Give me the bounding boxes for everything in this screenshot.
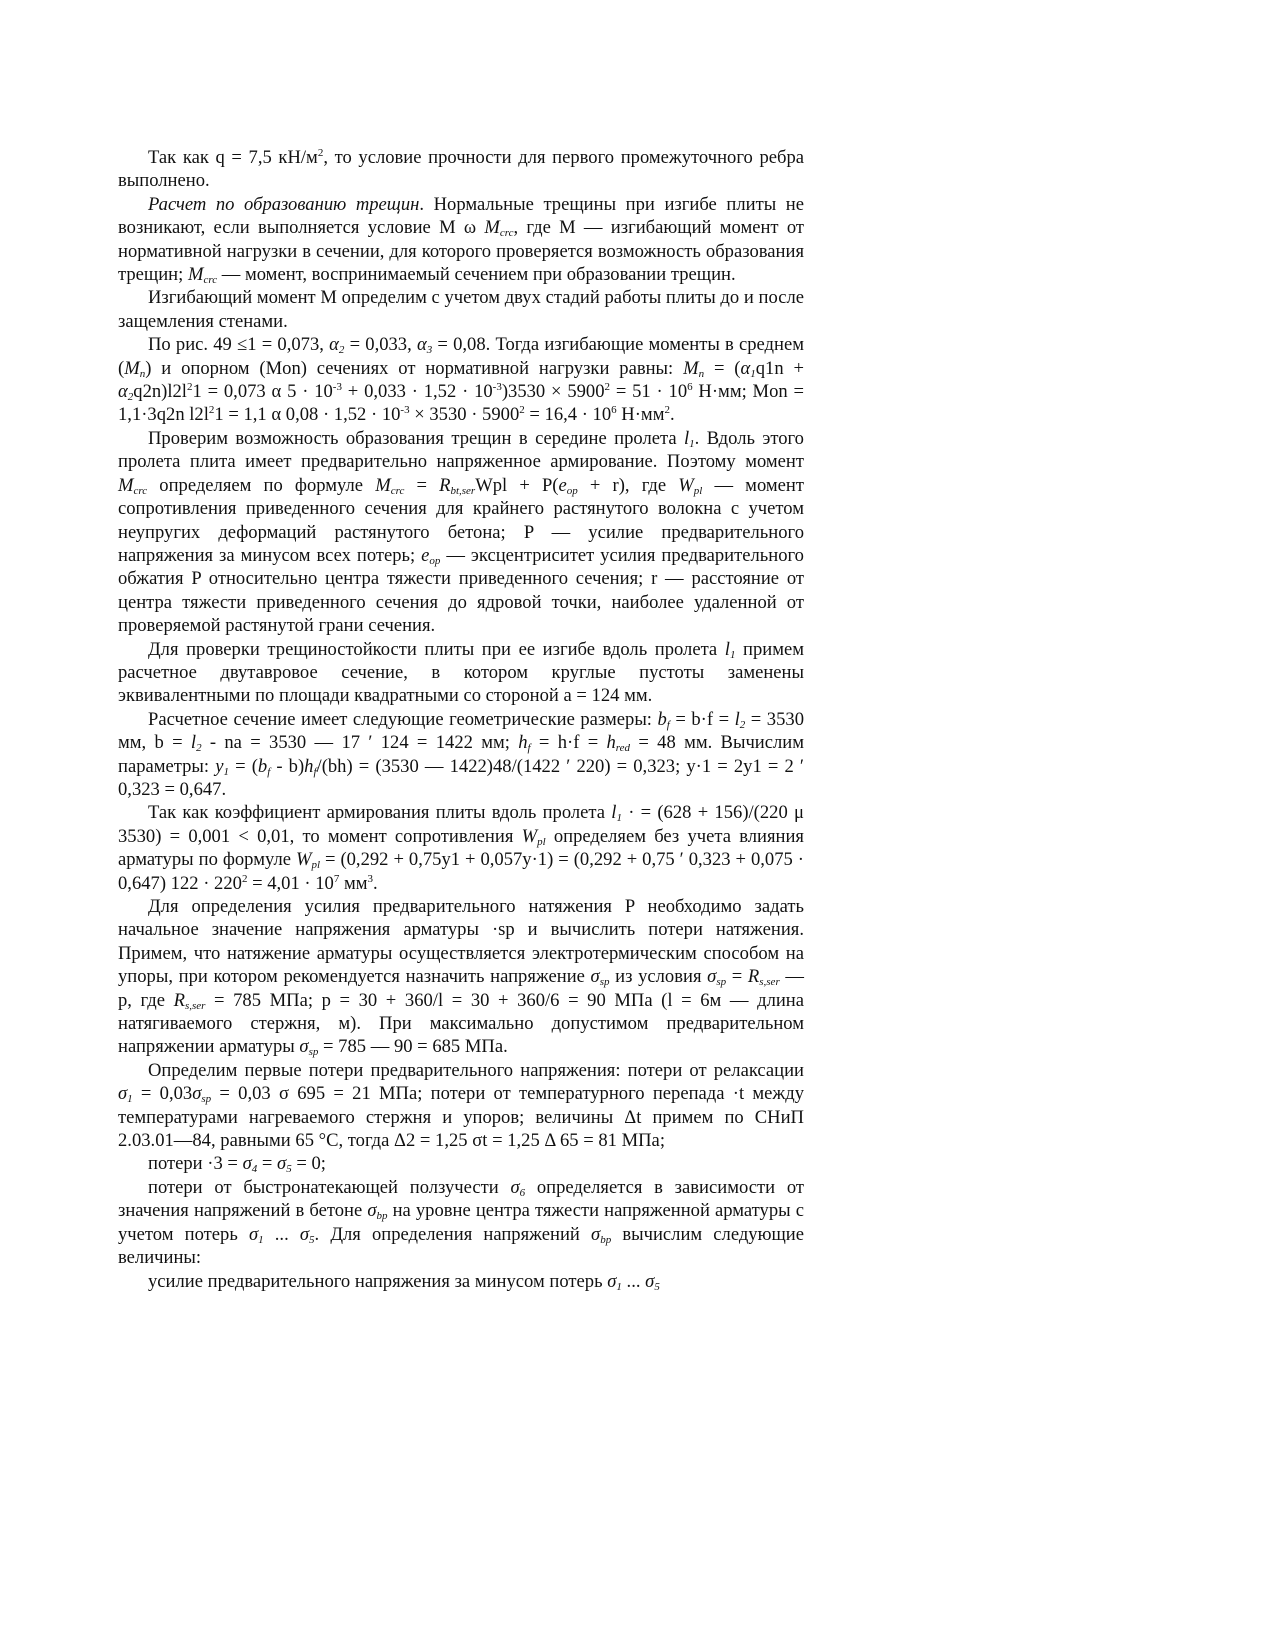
math-fragment: α [740, 357, 751, 379]
math-fragment: α [118, 381, 128, 403]
math-fragment: σ [590, 966, 600, 988]
math-fragment: l [734, 708, 740, 730]
math-fragment: σ [248, 1223, 259, 1245]
math-fragment: M [118, 474, 134, 496]
math-fragment: 1 [616, 1280, 622, 1293]
math-fragment: pl [693, 484, 703, 497]
math-fragment: 2 [241, 872, 248, 885]
math-fragment: crc [499, 227, 514, 240]
math-fragment: 2 [127, 391, 134, 404]
math-fragment: σ [591, 1223, 601, 1245]
math-fragment: f [267, 765, 271, 778]
math-fragment: 1 [223, 765, 229, 778]
math-fragment: 2 [519, 404, 525, 417]
math-fragment: bp [600, 1233, 612, 1246]
paragraph-9: Для определения усилия предварительного натяжения P необходимо задать начальное значение напряжения арматуры ·sp и вычислить потери натяжения. Примем, что натяжение арматуры осуществляется электротермическим способом на упоры, при котором рекомендуется назначить напряжение $\sigma_{sp}$ из условия $\sigma_{sp} = R_{s,ser}$ — p, где $R_{s,ser} = 785$ МПа; p = 30 + 360/l = 30 + 360/6 = 90 МПа (l = 6м — длина натягиваемого стержня, м). При максимально допустимом предварительном напряжении арматуры $\sigma_{sp} = 785$ — 90 = 685 МПа. [118, 896, 805, 1059]
math-fragment: e [558, 474, 567, 496]
math-fragment: σ [118, 1083, 128, 1105]
math-fragment: e [421, 544, 430, 566]
math-fragment: σ [607, 1270, 617, 1292]
math-fragment: -3 [492, 381, 502, 394]
math-fragment: sp [308, 1046, 319, 1059]
math-fragment: l [190, 732, 197, 754]
math-fragment: M [375, 474, 391, 496]
paragraph-12: потери от быстронатекающей ползучести $\sigma_6$ определяется в зависимости от значения напряжений в бетоне $\sigma_{bp}$ на уровне центра тяжести напряженной арматуры с учетом потерь $\sigma_1$ ... $\sigma_5$. Для определения напряжений $\sigma_{bp}$ вычислим следующие величины: [118, 1176, 805, 1269]
math-fragment: f [527, 742, 531, 755]
math-fragment: 3 [367, 872, 374, 885]
math-fragment: -3 [400, 404, 410, 417]
math-fragment: 1 [750, 367, 756, 380]
math-fragment: M [484, 217, 500, 239]
math-fragment: y [215, 755, 224, 777]
math-fragment: bt,ser [450, 484, 476, 497]
math-fragment: 2 [739, 718, 746, 731]
math-fragment: σ [510, 1176, 520, 1198]
math-fragment: l [611, 802, 617, 824]
math-fragment: sp [201, 1093, 212, 1106]
math-fragment: α [416, 334, 427, 356]
math-fragment: 5 [309, 1233, 315, 1246]
math-fragment: Расчет по образованию трещин [148, 193, 420, 215]
math-fragment: α [329, 334, 339, 356]
math-fragment: pl [311, 859, 321, 872]
math-fragment: R [747, 966, 760, 988]
math-fragment: σ [645, 1270, 655, 1292]
math-fragment: crc [203, 274, 218, 287]
math-fragment: h [304, 755, 314, 777]
math-fragment: σ [192, 1083, 202, 1105]
paragraph-10: Определим первые потери предварительного напряжения: потери от релаксации $\sigma_1 = 0,03\sigma_{sp} = 0,03$ σ 695 = 21 МПа; потери от температурного перепада ·t между температурами нагреваемого стержня и упоров; величины Δt примем по СНиП 2.03.01—84, равными 65 °С, тогда Δ2 = 1,25 σt = 1,25 Δ 65 = 81 МПа; [118, 1059, 804, 1152]
math-fragment: f [313, 765, 317, 778]
math-fragment: 3 [426, 344, 433, 357]
math-fragment: σ [367, 1200, 377, 1222]
math-fragment: 2 [317, 147, 324, 159]
math-fragment: 1 [616, 812, 622, 825]
math-fragment: 2 [604, 381, 611, 394]
math-fragment: n [698, 367, 705, 380]
math-fragment: R [173, 989, 185, 1011]
math-fragment: 1 [127, 1093, 133, 1106]
math-fragment: 2 [186, 381, 193, 394]
math-fragment: crc [133, 484, 148, 497]
math-fragment: 1 [689, 437, 695, 450]
document-page [118, 146, 804, 1293]
math-fragment: s,ser [184, 999, 206, 1012]
math-fragment: sp [599, 976, 610, 989]
math-fragment: op [566, 484, 578, 497]
paragraph-1: Так как q = 7,5 $кН/м^2$, то условие прочности для первого промежуточного ребра выполнено. [118, 147, 804, 192]
paragraph-2: Расчет по образованию трещин. Нормальные трещины при изгибе плиты не возникают, если выполняется условие M ω $M_{crc}$, где M — изгибающий момент от нормативной нагрузки в сечении, для которого проверяется возможность образования трещин; $M_{crc}$ — момент, воспринимаемый сечением при образовании трещин. [118, 193, 804, 287]
math-fragment: b [657, 708, 667, 730]
math-fragment: σ [277, 1153, 287, 1175]
math-fragment: W [678, 474, 694, 496]
math-fragment: red [615, 742, 631, 755]
math-fragment: 2 [208, 404, 215, 417]
math-fragment: crc [390, 484, 405, 497]
math-fragment: σ [299, 1223, 310, 1245]
math-fragment: R [439, 474, 451, 496]
math-fragment: h [606, 732, 616, 754]
math-fragment: 4 [251, 1163, 258, 1176]
math-fragment: n [139, 367, 146, 380]
math-fragment: b [257, 755, 268, 777]
math-fragment: σ [707, 966, 717, 988]
math-fragment: 7 [333, 872, 340, 885]
math-fragment: op [429, 554, 441, 567]
math-fragment: σ [299, 1036, 309, 1058]
math-fragment: 2 [338, 344, 345, 357]
paragraph-13: усилие предварительного напряжения за минусом потерь $\sigma_1$ ... $\sigma_5$ [148, 1270, 660, 1293]
math-fragment: σ [242, 1153, 252, 1175]
math-fragment: 2 [196, 742, 202, 755]
math-fragment: 1 [258, 1233, 264, 1246]
paragraph-11: потери $\cdot 3 = \sigma_4 = \sigma_5 = 0$; [148, 1153, 326, 1176]
math-fragment: 2 [664, 404, 670, 417]
paragraph-7: Расчетное сечение имеет следующие геометрические размеры: $b_f = b\cdot f = l_2 = 3530$ мм, $b = l_2$ - na = 3530 — 17 ′ 124 = 1422 мм; $h_f = h\cdot f = h_{red} = 48$ мм. Вычислим параметры: $y_1 = (b_f - b)h_f/(bh) = (3530$ — 1422)48/(1422 ′ 220) = 0,323; y·1 = 2y1 = 2 ′ 0,323 = 0,647. [118, 708, 805, 800]
math-fragment: M [683, 357, 699, 379]
math-fragment: W [521, 825, 538, 847]
math-fragment: bp [376, 1210, 388, 1223]
math-fragment: l [724, 638, 730, 660]
math-fragment: pl [537, 835, 546, 848]
paragraph-5: Проверим возможность образования трещин в середине пролета $l_1$. Вдоль этого пролета плита имеет предварительно напряженное армирование. Поэтому момент $M_{crc}$ определяем по формуле $M_{crc} = R_{bt,ser}Wpl + P(e_{op} + r)$, где $W_{pl}$ — момент сопротивления приведенного сечения для крайнего растянутого волокна с учетом неупругих деформаций растянутого бетона; P — усилие предварительного напряжения за минусом всех потерь; $e_{op}$ — эксцентриситет усилия предварительного обжатия P относительно центра тяжести приведенного сечения; r — расстояние от центра тяжести приведенного сечения до ядровой точки, наиболее удаленной от проверяемой растянутой грани сечения. [118, 427, 804, 637]
math-fragment: 5 [286, 1163, 292, 1176]
math-fragment: f [666, 718, 670, 731]
math-fragment: l [684, 427, 690, 449]
math-fragment: h [518, 732, 528, 754]
math-fragment: s,ser [759, 976, 780, 989]
math-fragment: M [124, 357, 140, 379]
paragraph-6: Для проверки трещиностойкости плиты при ее изгибе вдоль пролета $l_1$ примем расчетное двутавровое сечение, в котором круглые пустоты заменены эквивалентными по площади квадратными со стороной a = 124 мм. [118, 638, 804, 707]
math-fragment: sp [716, 976, 727, 989]
math-fragment: W [295, 849, 312, 871]
math-fragment: 1 [729, 648, 736, 661]
math-fragment: -3 [332, 381, 342, 394]
math-fragment: 6 [687, 381, 693, 394]
paragraph-3: Изгибающий момент M определим с учетом двух стадий работы плиты до и после защемления стенами. [118, 287, 804, 332]
math-fragment: 6 [519, 1186, 526, 1199]
paragraph-8: Так как коэффициент армирования плиты вдоль пролета $l_1$ · = (628 + 156)/(220 μ 3530) = 0,001 < 0,01, то момент сопротивления $W_{pl}$ определяем без учета влияния арматуры по формуле $W_{pl} = (0,292 + 0,75y1 + 0,057y\cdot 1) = (0,292 + 0,75$ ′ 0,323 + 0,075 · 0,647) $122 \cdot 220^2 = 4,01 \cdot 10^7$ $мм^3$. [118, 802, 804, 894]
math-fragment: 5 [654, 1280, 660, 1293]
math-fragment: 6 [611, 404, 617, 417]
paragraph-4: По рис. 49 ≤1 = 0,073, $\alpha_2 = 0,033$, $\alpha_3 = 0,08$. Тогда изгибающие моменты в среднем $(M_n)$ и опорном (Mon) сечениях от нормативной нагрузки равны: $M_n = (\alpha_1q1n + \alpha_2q2n)l2l^21 = 0,073$ α $5 \cdot 10^{-3} + 0,033 \cdot 1,52 \cdot 10^{-3})3530 \times 5900^2 = 51 \cdot 10^6$ Н·мм; Mon = 1,1·3q2n $l2l^21 = 1,1$ α $0,08 \cdot 1,52 \cdot 10^{-3} \times 3530 \cdot 5900^2 = 16,4 \cdot 10^6$ $Н\cdot мм^2$. [118, 334, 804, 426]
math-fragment: M [187, 264, 204, 286]
